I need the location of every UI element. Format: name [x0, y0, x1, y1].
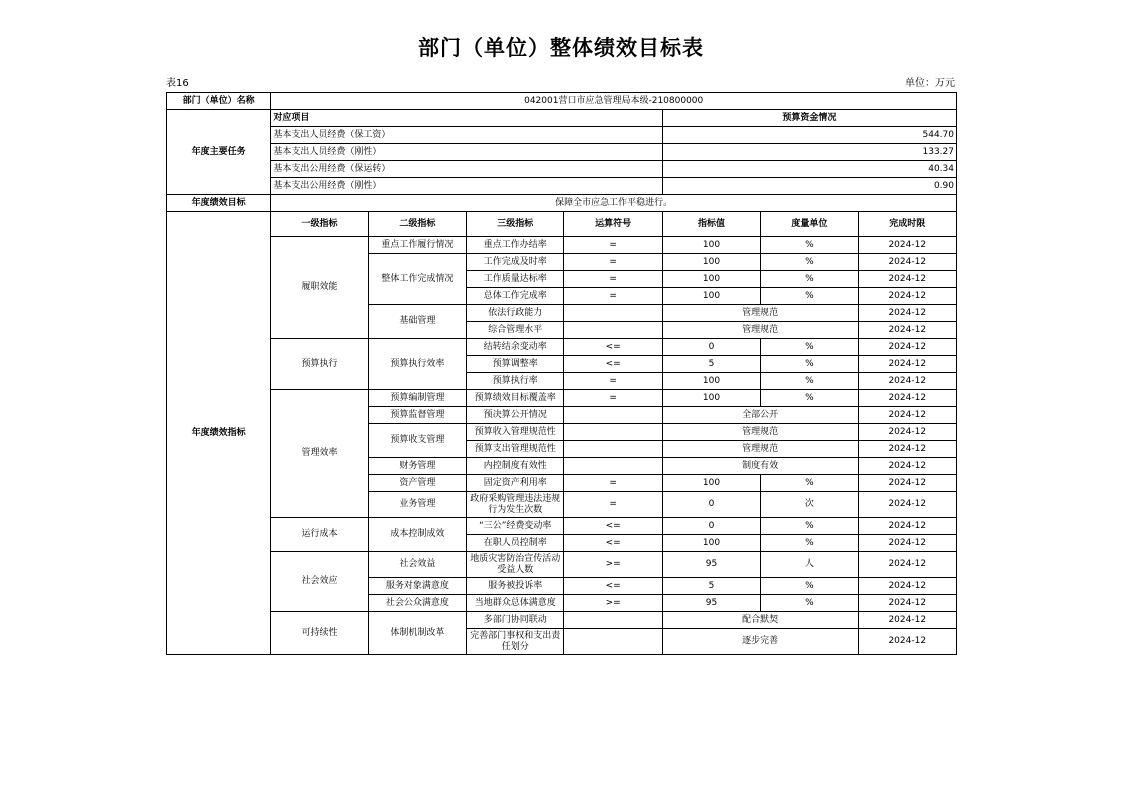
op-cell: <=: [564, 356, 662, 373]
unit-cell: %: [761, 390, 858, 407]
op-cell: =: [564, 237, 662, 254]
unit-cell: %: [761, 254, 858, 271]
l2-cell: 资产管理: [368, 475, 466, 492]
l3-cell: 重点工作办结率: [467, 237, 564, 254]
op-cell: [564, 407, 662, 424]
l1-cell: 运行成本: [271, 518, 368, 552]
op-cell: >=: [564, 552, 662, 578]
deadline-cell: 2024-12: [858, 458, 956, 475]
l3-cell: 地质灾害防治宣传活动受益人数: [467, 552, 564, 578]
op-cell: [564, 458, 662, 475]
op-cell: <=: [564, 578, 662, 595]
val-cell: 95: [662, 552, 760, 578]
unit-cell: %: [761, 237, 858, 254]
l3-cell: 总体工作完成率: [467, 288, 564, 305]
unit-cell: %: [761, 475, 858, 492]
deadline-cell: 2024-12: [858, 339, 956, 356]
l1-cell: 可持续性: [271, 612, 368, 655]
val-cell: 0: [662, 518, 760, 535]
deadline-cell: 2024-12: [858, 288, 956, 305]
table-row: [167, 552, 957, 578]
val-cell: 制度有效: [662, 458, 858, 475]
deadline-cell: 2024-12: [858, 595, 956, 612]
op-cell: =: [564, 492, 662, 518]
l1-cell: 履职效能: [271, 237, 368, 339]
tasks-header-row: [167, 110, 957, 127]
performance-table: [166, 92, 957, 655]
task-row: [167, 161, 957, 178]
val-cell: 100: [662, 390, 760, 407]
unit-cell: %: [761, 356, 858, 373]
l2-cell: 成本控制成效: [368, 518, 466, 552]
deadline-cell: 2024-12: [858, 612, 956, 629]
val-cell: 100: [662, 373, 760, 390]
l2-cell: 财务管理: [368, 458, 466, 475]
l2-cell: 社会效益: [368, 552, 466, 578]
l3-cell: 结转结余变动率: [467, 339, 564, 356]
val-cell: 100: [662, 535, 760, 552]
val-cell: 5: [662, 578, 760, 595]
val-cell: 95: [662, 595, 760, 612]
op-cell: <=: [564, 518, 662, 535]
deadline-cell: 2024-12: [858, 424, 956, 441]
header-unit: 度量单位: [761, 212, 858, 237]
goal-row: [167, 195, 957, 212]
l3-cell: “三公”经费变动率: [467, 518, 564, 535]
indicators-label: 年度绩效指标: [167, 212, 271, 655]
table-row: [167, 612, 957, 629]
header-val: 指标值: [662, 212, 760, 237]
l3-cell: 服务被投诉率: [467, 578, 564, 595]
op-cell: <=: [564, 339, 662, 356]
deadline-cell: 2024-12: [858, 407, 956, 424]
goal-value: 保障全市应急工作平稳进行。: [271, 195, 957, 212]
task-name: 基本支出人员经费（刚性）: [271, 144, 662, 161]
l2-cell: 预算编制管理: [368, 390, 466, 407]
unit-cell: %: [761, 373, 858, 390]
deadline-cell: 2024-12: [858, 237, 956, 254]
unit-label: 单位：万元: [905, 78, 955, 89]
l1-cell: 预算执行: [271, 339, 368, 390]
op-cell: =: [564, 254, 662, 271]
val-cell: 100: [662, 254, 760, 271]
deadline-cell: 2024-12: [858, 535, 956, 552]
l3-cell: 预决算公开情况: [467, 407, 564, 424]
unit-cell: %: [761, 271, 858, 288]
op-cell: >=: [564, 595, 662, 612]
op-cell: =: [564, 288, 662, 305]
l2-cell: 预算执行效率: [368, 339, 466, 390]
val-cell: 配合默契: [662, 612, 858, 629]
deadline-cell: 2024-12: [858, 254, 956, 271]
deadline-cell: 2024-12: [858, 475, 956, 492]
op-cell: [564, 305, 662, 322]
task-name: 基本支出人员经费（保工资）: [271, 127, 662, 144]
unit-cell: %: [761, 578, 858, 595]
l3-cell: 预算调整率: [467, 356, 564, 373]
header-l3: 三级指标: [467, 212, 564, 237]
unit-cell: %: [761, 518, 858, 535]
val-cell: 100: [662, 237, 760, 254]
table-row: [167, 237, 957, 254]
task-amount: 0.90: [662, 178, 956, 195]
op-cell: [564, 612, 662, 629]
unit-cell: %: [761, 595, 858, 612]
val-cell: 100: [662, 271, 760, 288]
header-deadline: 完成时限: [858, 212, 956, 237]
tasks-col-item: 对应项目: [271, 110, 662, 127]
l2-cell: 体制机制改革: [368, 612, 466, 655]
val-cell: 管理规范: [662, 441, 858, 458]
op-cell: [564, 424, 662, 441]
tasks-col-budget: 预算资金情况: [662, 110, 956, 127]
task-amount: 40.34: [662, 161, 956, 178]
l3-cell: 多部门协同联动: [467, 612, 564, 629]
l3-cell: 综合管理水平: [467, 322, 564, 339]
l3-cell: 固定资产利用率: [467, 475, 564, 492]
l2-cell: 整体工作完成情况: [368, 254, 466, 305]
page-title: 部门（单位）整体绩效目标表: [418, 36, 704, 60]
deadline-cell: 2024-12: [858, 441, 956, 458]
l3-cell: 依法行政能力: [467, 305, 564, 322]
val-cell: 管理规范: [662, 305, 858, 322]
l2-cell: 基础管理: [368, 305, 466, 339]
val-cell: 0: [662, 492, 760, 518]
op-cell: =: [564, 271, 662, 288]
op-cell: <=: [564, 535, 662, 552]
deadline-cell: 2024-12: [858, 552, 956, 578]
header-l2: 二级指标: [368, 212, 466, 237]
l1-cell: 社会效应: [271, 552, 368, 612]
l2-cell: 业务管理: [368, 492, 466, 518]
task-amount: 544.70: [662, 127, 956, 144]
l3-cell: 预算绩效目标覆盖率: [467, 390, 564, 407]
unit-cell: %: [761, 288, 858, 305]
deadline-cell: 2024-12: [858, 305, 956, 322]
l3-cell: 完善部门事权和支出责任划分: [467, 629, 564, 655]
table-row: [167, 339, 957, 356]
val-cell: 0: [662, 339, 760, 356]
task-row: [167, 178, 957, 195]
l1-cell: 管理效率: [271, 390, 368, 518]
deadline-cell: 2024-12: [858, 390, 956, 407]
l3-cell: 政府采购管理违法违规行为发生次数: [467, 492, 564, 518]
table-row: [167, 518, 957, 535]
val-cell: 管理规范: [662, 322, 858, 339]
header-l1: 一级指标: [271, 212, 368, 237]
task-row: [167, 144, 957, 161]
unit-cell: 人: [761, 552, 858, 578]
op-cell: [564, 322, 662, 339]
op-cell: [564, 629, 662, 655]
l3-cell: 预算执行率: [467, 373, 564, 390]
deadline-cell: 2024-12: [858, 356, 956, 373]
l3-cell: 在职人员控制率: [467, 535, 564, 552]
header-op: 运算符号: [564, 212, 662, 237]
deadline-cell: 2024-12: [858, 373, 956, 390]
task-name: 基本支出公用经费（刚性）: [271, 178, 662, 195]
val-cell: 100: [662, 475, 760, 492]
op-cell: =: [564, 390, 662, 407]
l3-cell: 工作质量达标率: [467, 271, 564, 288]
l3-cell: 预算支出管理规范性: [467, 441, 564, 458]
task-amount: 133.27: [662, 144, 956, 161]
l3-cell: 当地群众总体满意度: [467, 595, 564, 612]
l3-cell: 工作完成及时率: [467, 254, 564, 271]
val-cell: 5: [662, 356, 760, 373]
dept-row: [167, 93, 957, 110]
dept-value: 042001营口市应急管理局本级-210800000: [271, 93, 957, 110]
deadline-cell: 2024-12: [858, 322, 956, 339]
deadline-cell: 2024-12: [858, 629, 956, 655]
task-name: 基本支出公用经费（保运转）: [271, 161, 662, 178]
deadline-cell: 2024-12: [858, 271, 956, 288]
op-cell: =: [564, 373, 662, 390]
table-number: 表16: [166, 78, 189, 89]
l3-cell: 预算收入管理规范性: [467, 424, 564, 441]
deadline-cell: 2024-12: [858, 518, 956, 535]
val-cell: 管理规范: [662, 424, 858, 441]
op-cell: [564, 441, 662, 458]
dept-label: 部门（单位）名称: [167, 93, 271, 110]
unit-cell: %: [761, 535, 858, 552]
indicator-header-row: [167, 212, 957, 237]
deadline-cell: 2024-12: [858, 578, 956, 595]
l2-cell: 重点工作履行情况: [368, 237, 466, 254]
table-row: [167, 390, 957, 407]
l3-cell: 内控制度有效性: [467, 458, 564, 475]
task-row: [167, 127, 957, 144]
l2-cell: 社会公众满意度: [368, 595, 466, 612]
l2-cell: 预算监督管理: [368, 407, 466, 424]
unit-cell: %: [761, 339, 858, 356]
l2-cell: 预算收支管理: [368, 424, 466, 458]
op-cell: =: [564, 475, 662, 492]
val-cell: 100: [662, 288, 760, 305]
deadline-cell: 2024-12: [858, 492, 956, 518]
val-cell: 全部公开: [662, 407, 858, 424]
l2-cell: 服务对象满意度: [368, 578, 466, 595]
val-cell: 逐步完善: [662, 629, 858, 655]
unit-cell: 次: [761, 492, 858, 518]
tasks-label: 年度主要任务: [167, 110, 271, 195]
goal-label: 年度绩效目标: [167, 195, 271, 212]
